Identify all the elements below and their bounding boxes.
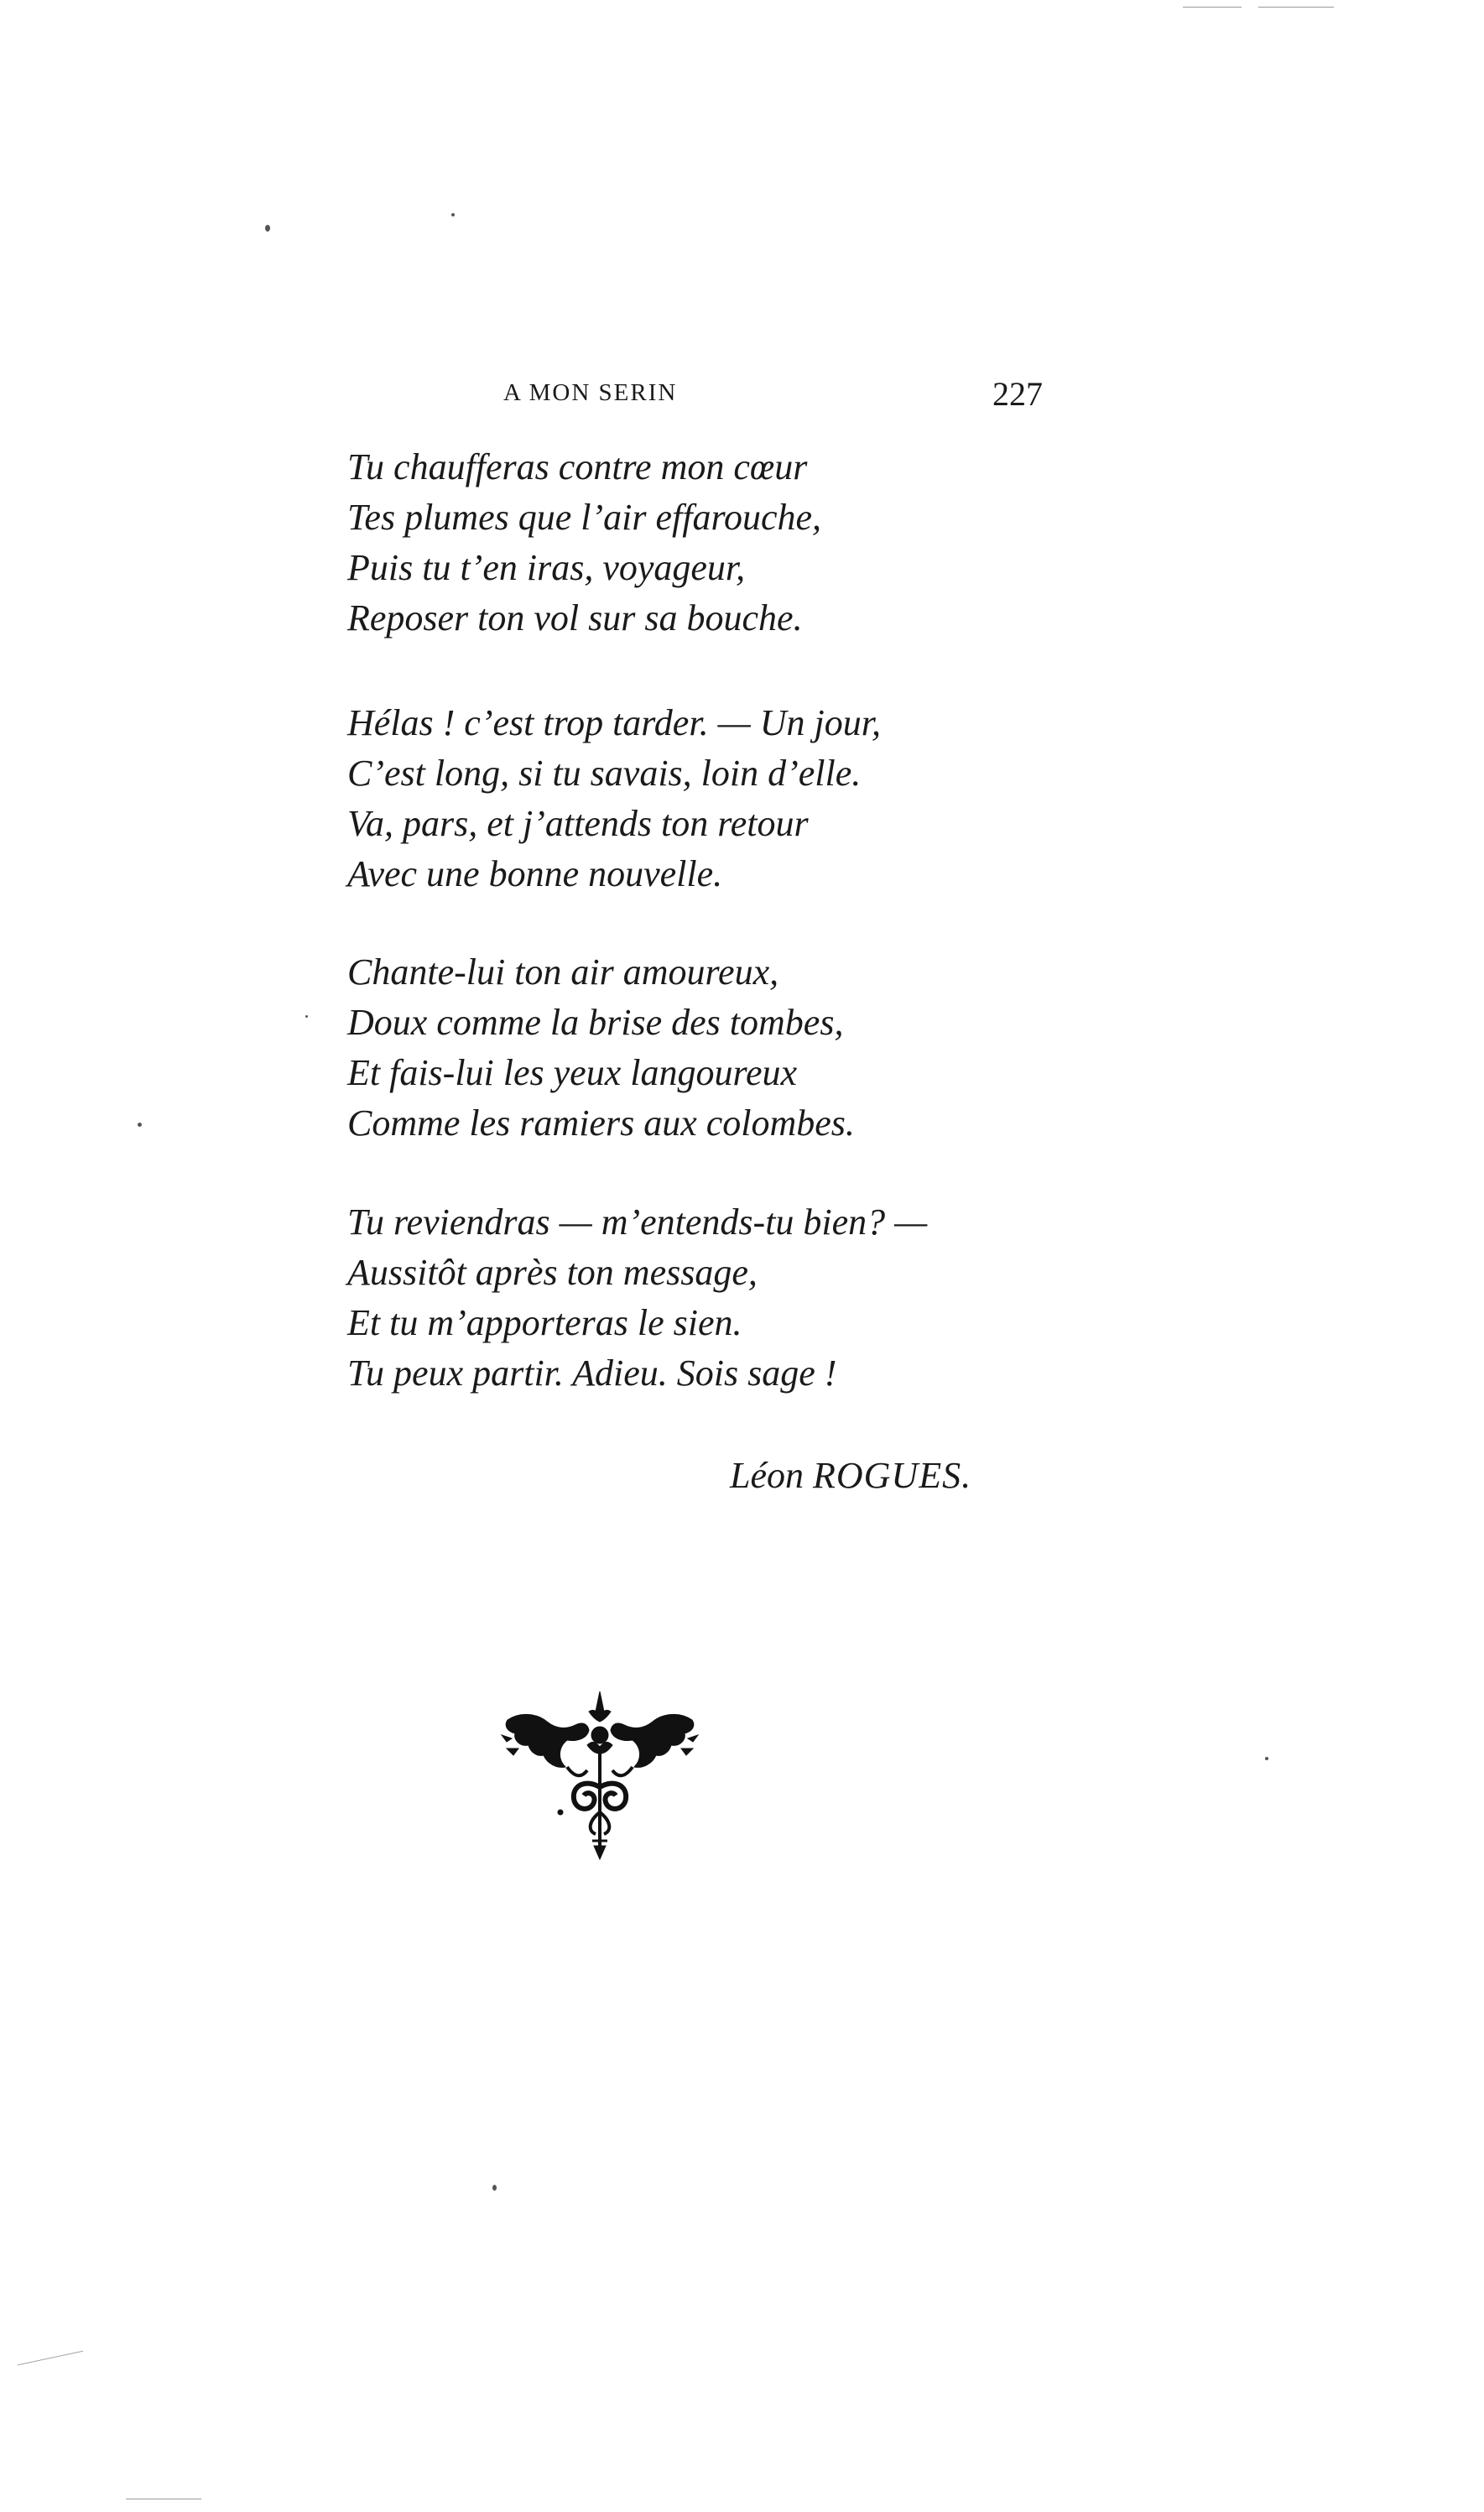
stanza (347, 442, 1018, 644)
scan-speck (265, 225, 270, 232)
stanza (347, 698, 1018, 899)
verse-line: Tu chaufferas contre mon cœur (347, 446, 808, 487)
verse-line: Puis tu t’en iras, voyageur, (347, 547, 746, 588)
verse-line: Comme les ramiers aux colombes. (347, 1102, 855, 1144)
scan-mark (1258, 7, 1309, 8)
verse-line: Tes plumes que l’air effarouche, (347, 497, 822, 538)
verse-line: Et fais-lui les yeux langoureux (347, 1052, 798, 1093)
verse-line: Doux comme la brise des tombes, (347, 1002, 844, 1043)
verse-line: Chante-lui ton air amoureux, (347, 951, 779, 993)
scan-speck (1265, 1757, 1268, 1760)
verse-line: Tu peux partir. Adieu. Sois sage ! (347, 1352, 837, 1394)
scan-mark (18, 2351, 83, 2366)
scan-speck (305, 1015, 308, 1018)
scan-speck (138, 1123, 142, 1127)
verse-line: Va, pars, et j’attends ton retour (347, 803, 809, 844)
page-number: 227 (992, 375, 1043, 413)
scan-speck (451, 213, 455, 216)
winged-dragons-fleuron-icon (495, 1686, 705, 1863)
verse-line: C’est long, si tu savais, loin d’elle. (347, 753, 862, 794)
stanza (347, 1197, 1018, 1399)
verse-line: Et tu m’apporteras le sien. (347, 1302, 742, 1343)
author-given-name: Léon (730, 1455, 804, 1496)
verse-line: Tu reviendras — m’entends-tu bien? — (347, 1201, 928, 1243)
scan-speck (492, 2185, 497, 2191)
running-title: A MON SERIN (503, 379, 678, 406)
verse-line: Reposer ton vol sur sa bouche. (347, 597, 803, 638)
verse-line: Hélas ! c’est trop tarder. — Un jour, (347, 702, 881, 743)
scan-mark (1183, 7, 1242, 8)
author-signature (730, 1454, 971, 1497)
verse-line: Aussitôt après ton message, (347, 1252, 758, 1293)
stanza (347, 947, 1018, 1149)
verse-line: Avec une bonne nouvelle. (347, 853, 723, 894)
author-family-name: ROGUES. (813, 1455, 972, 1496)
scan-mark (1309, 7, 1334, 8)
